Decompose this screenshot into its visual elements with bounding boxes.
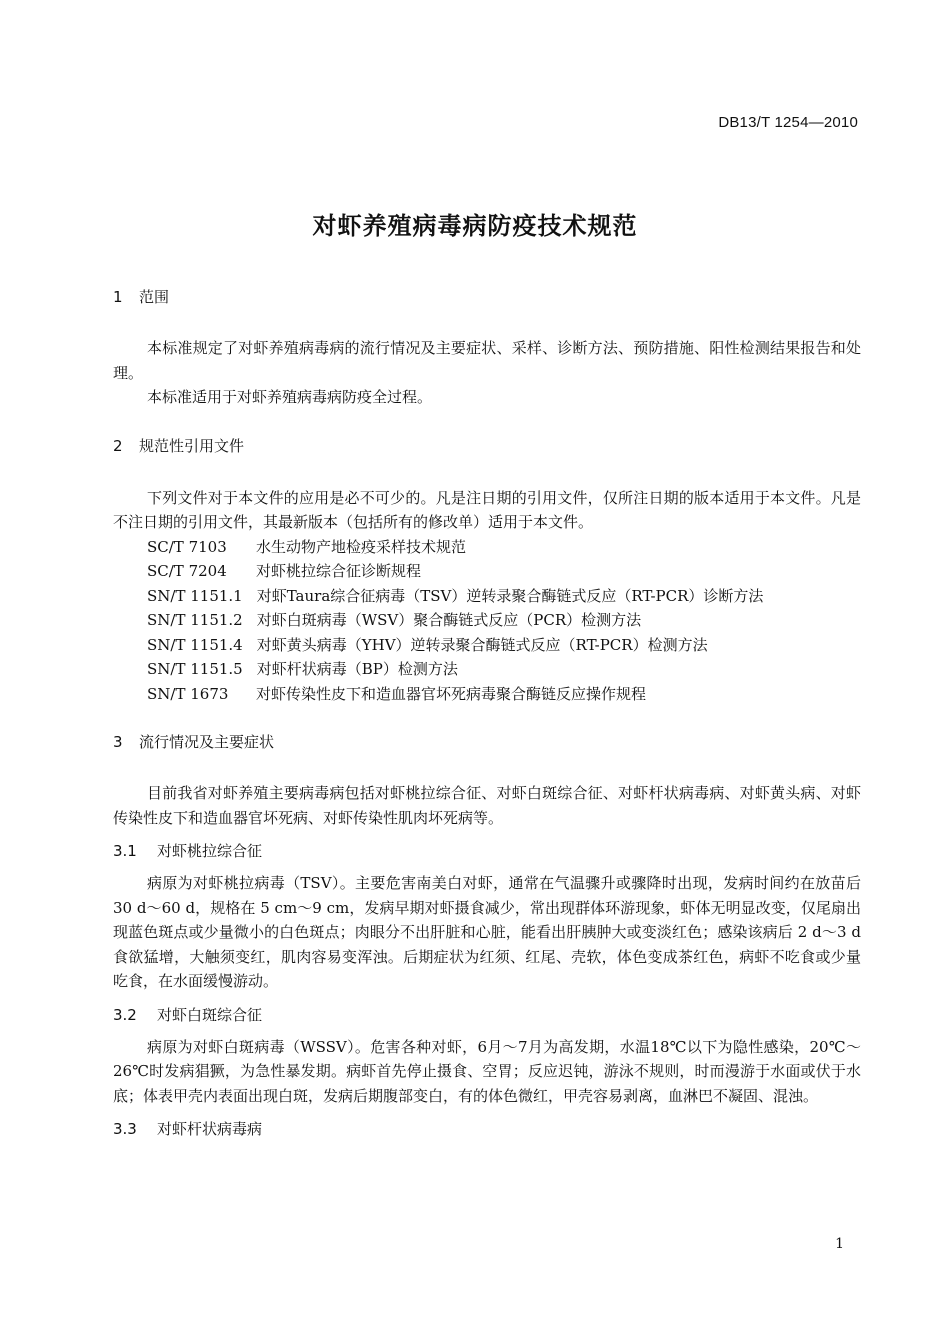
section-2-heading [113,435,861,457]
page-number: 1 [835,1236,844,1252]
reference-title: 对虾Taura综合征病毒（TSV）逆转录聚合酶链式反应（RT-PCR）诊断方法 [256,586,764,605]
reference-code: SN/T 1151.4 [147,635,243,654]
paragraph: 下列文件对于本文件的应用是必不可少的。凡是注日期的引用文件，仅所注日期的版本适用于本文件。凡是不注日期的引用文件，其最新版本（包括所有的修改单）适用于本文件。 [113,488,861,531]
reference-code: SC/T 7204 [147,562,227,580]
subsection-number: 3.1 [113,842,137,860]
section-title: 范围 [139,288,170,306]
standard-code: DB13/T 1254—2010 [718,114,858,131]
paragraph: 病原为对虾桃拉病毒（TSV）。主要危害南美白对虾，通常在气温骤升或骤降时出现，发病时间约在放苗后 30 d～60 d，规格在 5 cm～9 cm，发病早期对虾摄食减少，常出现群体环游现象，虾体无明显改变，仅尾扇出现蓝色斑点或少量微小的白色斑点；肉眼分不出肝脏和心脏，能看出肝胰肿大或变淡红色；感染该病后 2 d～3 d 食欲猛增，大触须变红，肌肉容易变浑浊。后期症状为红须、红尾、壳软，体色变成茶红色，病虾不吃食或少量吃食，在水面缓慢游动。 [113,874,861,990]
reference-title: 对虾白斑病毒（WSV）聚合酶链式反应（PCR）检测方法 [256,611,642,629]
reference-code: SN/T 1151.1 [147,586,243,605]
reference-item [113,608,861,633]
subsection-number: 3.2 [113,1005,137,1024]
subsection-3-1-heading [113,840,861,862]
reference-title: 对虾杆状病毒（BP）检测方法 [256,660,458,678]
section-number: 2 [113,436,123,455]
subsection-number: 3.3 [113,1120,137,1138]
reference-item [113,584,861,609]
section-number: 1 [113,288,123,306]
section-title: 规范性引用文件 [139,436,245,455]
subsection-3-2-heading [113,1004,861,1026]
document-body [113,286,861,1140]
reference-code: SN/T 1673 [147,684,229,703]
subsection-3-3-heading [113,1118,861,1140]
reference-code: SN/T 1151.5 [147,660,243,678]
subsection-title: 对虾白斑综合征 [157,1005,263,1024]
section-3-heading [113,731,861,753]
reference-code: SC/T 7103 [147,537,227,556]
section-title: 流行情况及主要症状 [139,733,275,751]
reference-title: 对虾传染性皮下和造血器官坏死病毒聚合酶链反应操作规程 [256,684,647,703]
reference-title: 对虾黄头病毒（YHV）逆转录聚合酶链式反应（RT-PCR）检测方法 [256,635,708,654]
section-number: 3 [113,733,123,751]
subsection-title: 对虾桃拉综合征 [157,842,263,860]
reference-title: 对虾桃拉综合征诊断规程 [256,562,422,580]
reference-item [113,657,861,682]
reference-list [113,535,861,707]
reference-item [113,633,861,658]
reference-item [113,682,861,707]
subsection-title: 对虾杆状病毒病 [157,1120,263,1138]
section-1-heading [113,286,861,308]
reference-item [113,535,861,560]
reference-code: SN/T 1151.2 [147,611,243,629]
document-title: 对虾养殖病毒病防疫技术规范 [312,212,638,240]
paragraph: 本标准规定了对虾养殖病毒病的流行情况及主要症状、采样、诊断方法、预防措施、阳性检测结果报告和处理。 [113,339,861,382]
paragraph: 目前我省对虾养殖主要病毒病包括对虾桃拉综合征、对虾白斑综合征、对虾杆状病毒病、对虾黄头病、对虾传染性皮下和造血器官坏死病、对虾传染性肌肉坏死病等。 [113,784,861,827]
reference-title: 水生动物产地检疫采样技术规范 [256,537,467,556]
paragraph: 本标准适用于对虾养殖病毒病防疫全过程。 [147,388,433,406]
reference-item [113,559,861,584]
paragraph: 病原为对虾白斑病毒（WSSV）。危害各种对虾，6月～7月为高发期，水温18℃以下为隐性感染，20℃～26℃时发病猖獗，为急性暴发期。病虾首先停止摄食、空胃；反应迟钝，游泳不规则，时而漫游于水面或伏于水底；体表甲壳内表面出现白斑，发病后期腹部变白，有的体色微红，甲壳容易剥离，血淋巴不凝固、混浊。 [113,1037,861,1105]
